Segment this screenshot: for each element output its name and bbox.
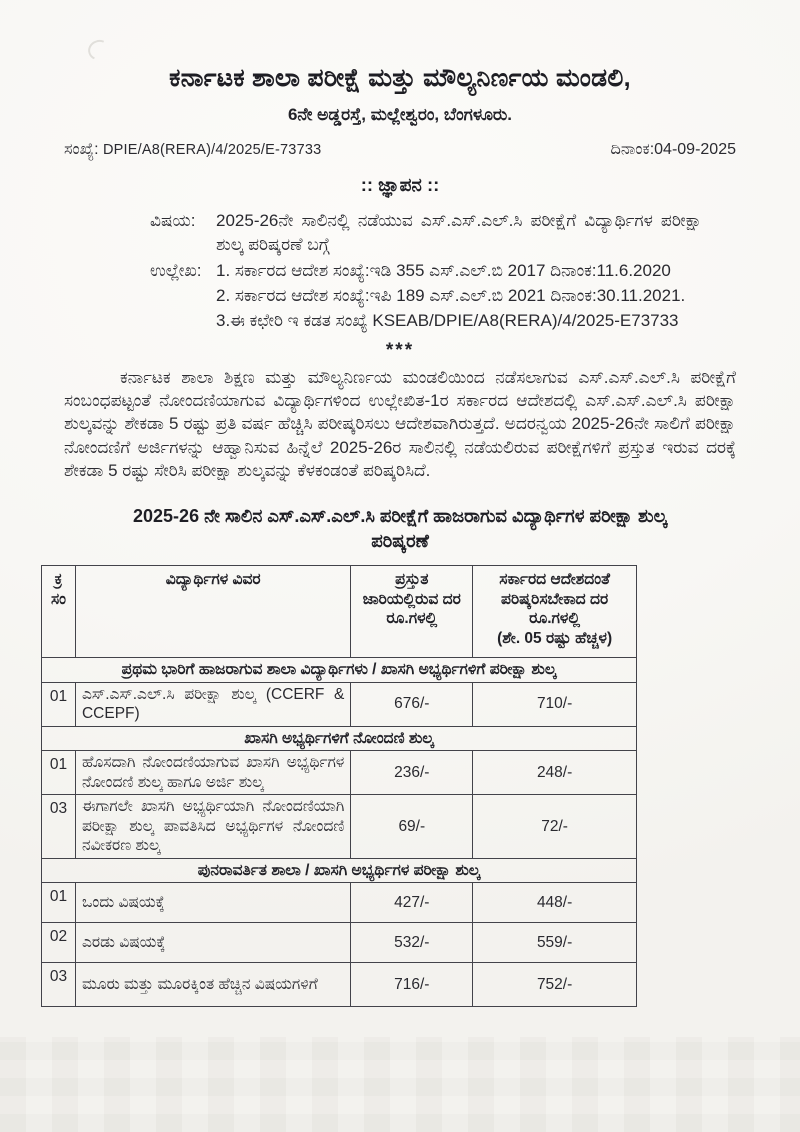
cell-serial: 03 — [42, 963, 76, 1007]
reference-item-1: 1. ಸರ್ಕಾರದ ಆದೇಶ ಸಂಖ್ಯೆ:ಇಡಿ 355 ಎಸ್.ಎಲ್.ಬಿ 2017 ದಿನಾಂಕ:11.6.2020 — [216, 261, 671, 280]
subject-label: ವಿಷಯ: — [150, 211, 196, 230]
header-revised-rate-note: (ಶೇ. 05 ರಷ್ಟು ಹೆಚ್ಚಳ) — [497, 629, 613, 647]
cell-revised-rate: 448/- — [473, 883, 637, 923]
cell-description: ಎರಡು ವಿಷಯಕ್ಕೆ — [75, 923, 350, 963]
cell-description: ಈಗಾಗಲೇ ಖಾಸಗಿ ಅಭ್ಯರ್ಥಿಯಾಗಿ ನೋಂದಣಿಯಾಗಿ ಪರೀಕ್ಷಾ ಶುಲ್ಕ ಪಾವತಿಸಿದ ಅಭ್ಯರ್ಥಿಗಳ ನೋಂದಣಿ ನವೀಕರಣ ಶುಲ್ಕ — [75, 795, 350, 859]
reference-item-2: 2. ಸರ್ಕಾರದ ಆದೇಶ ಸಂಖ್ಯೆ:ಇಪಿ 189 ಎಸ್.ಎಲ್.ಬಿ 2021 ದಿನಾಂಕ:30.11.2021. — [216, 286, 686, 305]
section-title-repeaters: ಪುನರಾವರ್ತಿತ ಶಾಲಾ / ಖಾಸಗಿ ಅಭ್ಯರ್ಥಿಗಳ ಪರೀಕ್ಷಾ ಶುಲ್ಕ — [42, 858, 637, 883]
reference-number — [64, 141, 321, 159]
scan-noise-band — [0, 1037, 800, 1132]
cell-current-rate: 532/- — [351, 923, 473, 963]
cell-current-rate: 427/- — [351, 883, 473, 923]
cell-description: ಮೂರು ಮತ್ತು ಮೂರಕ್ಕಿಂತ ಹೆಚ್ಚಿನ ವಿಷಯಗಳಿಗೆ — [75, 963, 350, 1007]
date-label: ದಿನಾಂಕ: — [610, 141, 655, 158]
table-row — [42, 682, 637, 726]
cell-description: ಹೊಸದಾಗಿ ನೋಂದಣಿಯಾಗುವ ಖಾಸಗಿ ಅಭ್ಯರ್ಥಿಗಳ ನೋಂದಣಿ ಶುಲ್ಕ ಹಾಗೂ ಅರ್ಜಿ ಶುಲ್ಕ — [75, 751, 350, 795]
subject-text: 2025-26ನೇ ಸಾಲಿನಲ್ಲಿ ನಡೆಯುವ ಎಸ್.ಎಸ್.ಎಲ್.ಸಿ ಪರೀಕ್ಷೆಗೆ ವಿದ್ಯಾರ್ಥಿಗಳ ಪರೀಕ್ಷಾ ಶುಲ್ಕ ಪರಿಷ್ಕರಣೆ ಬಗ್ಗೆ — [216, 211, 702, 254]
cell-current-rate: 236/- — [351, 751, 473, 795]
section-title-private-registration: ಖಾಸಗಿ ಅಭ್ಯರ್ಥಿಗಳಿಗೆ ನೋಂದಣಿ ಶುಲ್ಕ — [42, 726, 637, 751]
cell-serial: 02 — [42, 923, 76, 963]
cell-current-rate: 676/- — [351, 682, 473, 726]
table-header-row — [42, 566, 637, 658]
cell-serial: 01 — [42, 751, 76, 795]
body-paragraph: ಕರ್ನಾಟಕ ಶಾಲಾ ಶಿಕ್ಷಣ ಮತ್ತು ಮೌಲ್ಯನಿರ್ಣಯ ಮಂಡಲಿಯಿಂದ ನಡೆಸಲಾಗುವ ಎಸ್.ಎಸ್.ಎಲ್.ಸಿ ಪರೀಕ್ಷೆಗೆ ಸಂಬಂಧಪಟ್ಟಂತೆ ನೋಂದಣಿಯಾಗುವ ವಿದ್ಯಾರ್ಥಿಗಳಿಂದ ಉಲ್ಲೇಖಿತ-1ರ ಸರ್ಕಾರದ ಆದೇಶದಲ್ಲಿ ಎಸ್.ಎಸ್.ಎಲ್.ಸಿ ಪರೀಕ್ಷಾ ಶುಲ್ಕವನ್ನು ಶೇಕಡಾ 5 ರಷ್ಟು ಪ್ರತಿ ವರ್ಷ ಹೆಚ್ಚಿಸಿ ಪರೀಷ್ಕರಿಸಲು ಆದೇಶವಾಗಿರುತ್ತದೆ. ಅದರನ್ವಯ 2025-26ನೇ ಸಾಲಿಗೆ ಪರೀಕ್ಷಾ ನೋಂದಣಿಗೆ ಅರ್ಜಿಗಳನ್ನು ಆಹ್ವಾನಿಸುವ ಹಿನ್ನೆಲೆ 2025-26ರ ಸಾಲಿನಲ್ಲಿ ನಡೆಯಲಿರುವ ಪರೀಕ್ಷೆಗಳಿಗೆ ಪ್ರಸ್ತುತ ಇರುವ ದರಕ್ಕೆ ಶೇಕಡಾ 5 ರಷ್ಟು ಸೇರಿಸಿ ಪರೀಕ್ಷಾ ಶುಲ್ಕವನ್ನು ಕೆಳಕಂಡಂತೆ ಪರಿಷ್ಕರಿಸಿದೆ. — [64, 368, 736, 480]
reference-number-value: DPIE/A8(RERA)/4/2025/E-73733 — [102, 142, 322, 158]
table-row — [42, 923, 637, 963]
organization-name: ಕರ್ನಾಟಕ ಶಾಲಾ ಪರೀಕ್ಷೆ ಮತ್ತು ಮೌಲ್ಯನಿರ್ಣಯ ಮಂಡಲಿ, — [169, 64, 631, 92]
cell-serial: 01 — [42, 682, 76, 726]
reference-number-label: ಸಂಖ್ಯೆ: — [64, 141, 99, 158]
reference-item-3: 3.ಈ ಕಛೇರಿ ಇ ಕಡತ ಸಂಖ್ಯೆ KSEAB/DPIE/A8(RERA)/4/2025-E73733 — [216, 311, 679, 330]
section-title-first-time: ಪ್ರಥಮ ಭಾರಿಗೆ ಹಾಜರಾಗುವ ಶಾಲಾ ವಿದ್ಯಾರ್ಥಿಗಳು / ಖಾಸಗಿ ಅಭ್ಯರ್ಥಿಗಳಿಗೆ ಪರೀಕ್ಷಾ ಶುಲ್ಕ — [42, 658, 637, 683]
cell-description: ಎಸ್.ಎಸ್.ಎಲ್.ಸಿ ಪರೀಕ್ಷಾ ಶುಲ್ಕ (CCERF & CCEPF) — [75, 682, 350, 726]
header-serial-number: ಕ್ರ ಸಂ — [42, 566, 76, 658]
cell-current-rate: 69/- — [351, 795, 473, 859]
subject-block — [150, 209, 702, 257]
table-row — [42, 795, 637, 859]
cell-description: ಒಂದು ವಿಷಯಕ್ಕೆ — [75, 883, 350, 923]
header-revised-rate-text: ಸರ್ಕಾರದ ಆದೇಶದಂತೆ ಪರಿಷ್ಕರಿಸಬೇಕಾದ ದರ ರೂ.ಗಳಲ್ಲಿ — [499, 571, 610, 628]
header-revised-rate — [473, 566, 637, 658]
organization-address: 6ನೇ ಅಡ್ಡರಸ್ತೆ, ಮಲ್ಲೇಶ್ವರಂ, ಬೆಂಗಳೂರು. — [287, 105, 513, 124]
asterisk-separator: *** — [385, 340, 415, 361]
fee-table-title: 2025-26 ನೇ ಸಾಲಿನ ಎಸ್.ಎಸ್.ಎಲ್.ಸಿ ಪರೀಕ್ಷೆಗೆ ಹಾಜರಾಗುವ ವಿದ್ಯಾರ್ಥಿಗಳ ಪರೀಕ್ಷಾ ಶುಲ್ಕ ಪರಿಷ್ಕರಣೆ — [133, 506, 667, 552]
table-row — [42, 751, 637, 795]
references-list — [216, 259, 702, 334]
references-label: ಉಲ್ಲೇಖ: — [150, 261, 202, 280]
memo-title: :: ಜ್ಞಾಪನ :: — [360, 174, 440, 195]
date-value: 04-09-2025 — [654, 141, 736, 158]
reference-date-row — [64, 141, 736, 159]
scan-artifact-mark — [85, 37, 113, 63]
header-student-details: ವಿದ್ಯಾರ್ಥಿಗಳ ವಿವರ — [75, 566, 350, 658]
cell-revised-rate: 710/- — [473, 682, 637, 726]
cell-serial: 01 — [42, 883, 76, 923]
references-block — [150, 259, 702, 334]
table-row — [42, 883, 637, 923]
document-content — [0, 64, 800, 554]
cell-revised-rate: 248/- — [473, 751, 637, 795]
cell-revised-rate: 559/- — [473, 923, 637, 963]
cell-current-rate: 716/- — [351, 963, 473, 1007]
table-row — [42, 963, 637, 1007]
document-date — [611, 141, 736, 159]
cell-serial: 03 — [42, 795, 76, 859]
header-current-rate: ಪ್ರಸ್ತುತ ಜಾರಿಯಲ್ಲಿರುವ ದರ ರೂ.ಗಳಲ್ಲಿ — [351, 566, 473, 658]
cell-revised-rate: 752/- — [473, 963, 637, 1007]
fee-revision-table — [41, 565, 637, 1007]
cell-revised-rate: 72/- — [473, 795, 637, 859]
